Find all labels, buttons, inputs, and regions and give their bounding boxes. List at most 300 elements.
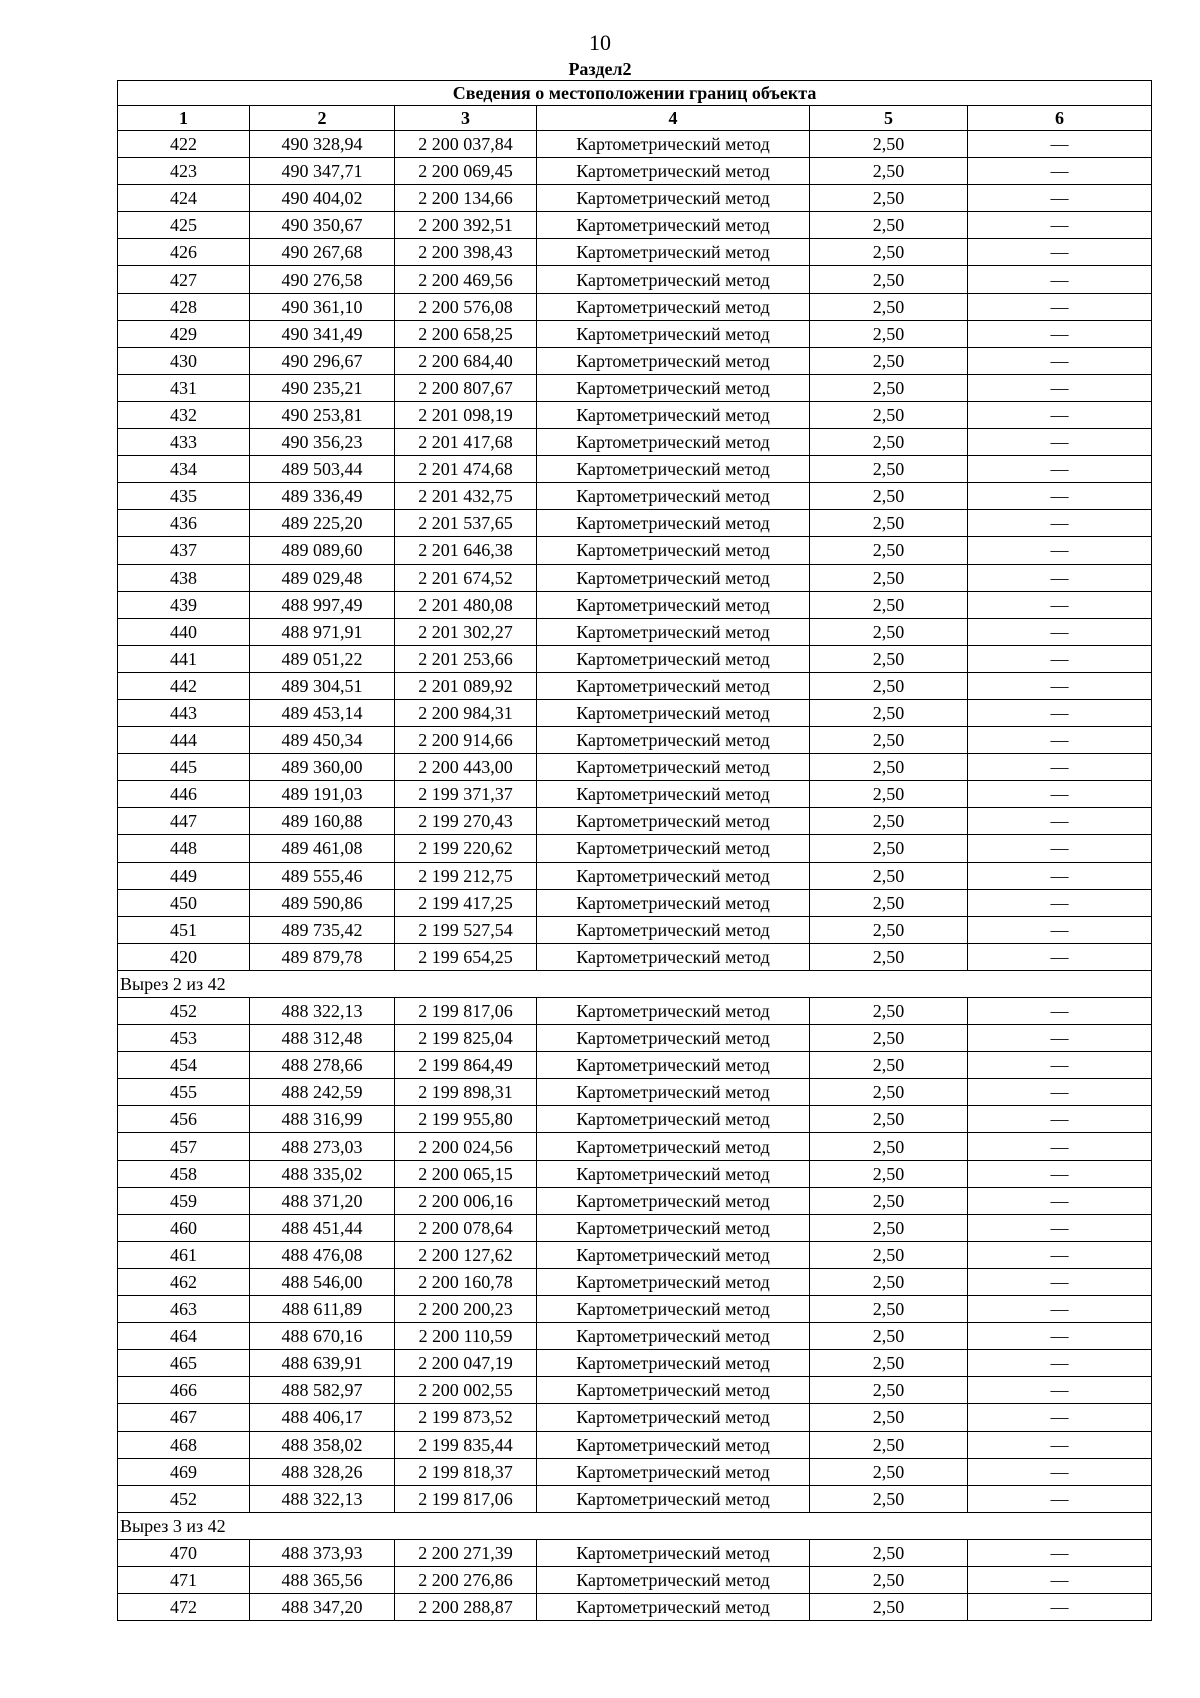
x-coordinate-cell: 488 365,56 (250, 1566, 395, 1593)
x-coordinate-cell: 490 276,58 (250, 266, 395, 293)
y-coordinate-cell: 2 199 864,49 (395, 1052, 537, 1079)
description-cell: — (968, 537, 1152, 564)
point-number-cell: 451 (118, 916, 250, 943)
y-coordinate-cell: 2 199 654,25 (395, 943, 537, 970)
point-number-cell: 426 (118, 239, 250, 266)
point-number-cell: 463 (118, 1296, 250, 1323)
description-cell: — (968, 1160, 1152, 1187)
x-coordinate-cell: 490 356,23 (250, 429, 395, 456)
method-cell: Картометрический метод (537, 699, 810, 726)
description-cell: — (968, 808, 1152, 835)
method-cell: Картометрический метод (537, 591, 810, 618)
point-number-cell: 467 (118, 1404, 250, 1431)
accuracy-cell: 2,50 (810, 1296, 968, 1323)
y-coordinate-cell: 2 201 537,65 (395, 510, 537, 537)
accuracy-cell: 2,50 (810, 1323, 968, 1350)
point-number-cell: 427 (118, 266, 250, 293)
description-cell: — (968, 1106, 1152, 1133)
description-cell: — (968, 1296, 1152, 1323)
table-row (118, 158, 1152, 185)
description-cell: — (968, 1214, 1152, 1241)
point-number-cell: 464 (118, 1323, 250, 1350)
column-header-5: 5 (810, 106, 968, 131)
x-coordinate-cell: 488 971,91 (250, 618, 395, 645)
x-coordinate-cell: 488 406,17 (250, 1404, 395, 1431)
accuracy-cell: 2,50 (810, 266, 968, 293)
method-cell: Картометрический метод (537, 1268, 810, 1295)
x-coordinate-cell: 488 582,97 (250, 1377, 395, 1404)
y-coordinate-cell: 2 201 480,08 (395, 591, 537, 618)
accuracy-cell: 2,50 (810, 1079, 968, 1106)
y-coordinate-cell: 2 200 807,67 (395, 374, 537, 401)
table-row (118, 889, 1152, 916)
method-cell: Картометрический метод (537, 727, 810, 754)
description-cell: — (968, 1377, 1152, 1404)
accuracy-cell: 2,50 (810, 374, 968, 401)
x-coordinate-cell: 488 611,89 (250, 1296, 395, 1323)
description-cell: — (968, 1187, 1152, 1214)
accuracy-cell: 2,50 (810, 998, 968, 1025)
method-cell: Картометрический метод (537, 1485, 810, 1512)
table-row (118, 1214, 1152, 1241)
point-number-cell: 423 (118, 158, 250, 185)
description-cell: — (968, 1133, 1152, 1160)
description-cell: — (968, 1458, 1152, 1485)
y-coordinate-cell: 2 200 160,78 (395, 1268, 537, 1295)
method-cell: Картометрический метод (537, 1566, 810, 1593)
x-coordinate-cell: 488 335,02 (250, 1160, 395, 1187)
method-cell: Картометрический метод (537, 862, 810, 889)
point-number-cell: 470 (118, 1539, 250, 1566)
accuracy-cell: 2,50 (810, 835, 968, 862)
point-number-cell: 454 (118, 1052, 250, 1079)
method-cell: Картометрический метод (537, 1133, 810, 1160)
point-number-cell: 449 (118, 862, 250, 889)
point-number-cell: 468 (118, 1431, 250, 1458)
description-cell: — (968, 591, 1152, 618)
method-cell: Картометрический метод (537, 347, 810, 374)
y-coordinate-cell: 2 200 288,87 (395, 1594, 537, 1621)
method-cell: Картометрический метод (537, 158, 810, 185)
method-cell: Картометрический метод (537, 1594, 810, 1621)
description-cell: — (968, 212, 1152, 239)
table-row (118, 239, 1152, 266)
x-coordinate-cell: 488 358,02 (250, 1431, 395, 1458)
method-cell: Картометрический метод (537, 1323, 810, 1350)
y-coordinate-cell: 2 200 271,39 (395, 1539, 537, 1566)
x-coordinate-cell: 489 735,42 (250, 916, 395, 943)
y-coordinate-cell: 2 200 006,16 (395, 1187, 537, 1214)
x-coordinate-cell: 488 670,16 (250, 1323, 395, 1350)
accuracy-cell: 2,50 (810, 564, 968, 591)
y-coordinate-cell: 2 201 417,68 (395, 429, 537, 456)
y-coordinate-cell: 2 200 047,19 (395, 1350, 537, 1377)
method-cell: Картометрический метод (537, 1431, 810, 1458)
table-row (118, 699, 1152, 726)
y-coordinate-cell: 2 200 078,64 (395, 1214, 537, 1241)
description-cell: — (968, 835, 1152, 862)
description-cell: — (968, 1566, 1152, 1593)
table-row (118, 645, 1152, 672)
point-number-cell: 429 (118, 320, 250, 347)
table-row (118, 1485, 1152, 1512)
section-label: Вырез 2 из 42 (118, 970, 1152, 997)
y-coordinate-cell: 2 200 984,31 (395, 699, 537, 726)
x-coordinate-cell: 490 361,10 (250, 293, 395, 320)
accuracy-cell: 2,50 (810, 727, 968, 754)
table-row (118, 781, 1152, 808)
y-coordinate-cell: 2 200 134,66 (395, 185, 537, 212)
point-number-cell: 438 (118, 564, 250, 591)
method-cell: Картометрический метод (537, 374, 810, 401)
method-cell: Картометрический метод (537, 1160, 810, 1187)
accuracy-cell: 2,50 (810, 1485, 968, 1512)
method-cell: Картометрический метод (537, 645, 810, 672)
y-coordinate-cell: 2 200 914,66 (395, 727, 537, 754)
y-coordinate-cell: 2 201 302,27 (395, 618, 537, 645)
x-coordinate-cell: 489 304,51 (250, 672, 395, 699)
point-number-cell: 448 (118, 835, 250, 862)
description-cell: — (968, 781, 1152, 808)
table-row (118, 564, 1152, 591)
x-coordinate-cell: 490 404,02 (250, 185, 395, 212)
accuracy-cell: 2,50 (810, 699, 968, 726)
accuracy-cell: 2,50 (810, 347, 968, 374)
point-number-cell: 466 (118, 1377, 250, 1404)
method-cell: Картометрический метод (537, 1079, 810, 1106)
method-cell: Картометрический метод (537, 293, 810, 320)
accuracy-cell: 2,50 (810, 1404, 968, 1431)
column-header-1: 1 (118, 106, 250, 131)
x-coordinate-cell: 489 360,00 (250, 754, 395, 781)
method-cell: Картометрический метод (537, 1377, 810, 1404)
column-header-6: 6 (968, 106, 1152, 131)
point-number-cell: 452 (118, 1485, 250, 1512)
description-cell: — (968, 239, 1152, 266)
description-cell: — (968, 1431, 1152, 1458)
description-cell: — (968, 1350, 1152, 1377)
method-cell: Картометрический метод (537, 320, 810, 347)
y-coordinate-cell: 2 199 270,43 (395, 808, 537, 835)
x-coordinate-cell: 488 347,20 (250, 1594, 395, 1621)
x-coordinate-cell: 490 347,71 (250, 158, 395, 185)
y-coordinate-cell: 2 200 024,56 (395, 1133, 537, 1160)
x-coordinate-cell: 488 373,93 (250, 1539, 395, 1566)
x-coordinate-cell: 488 322,13 (250, 1485, 395, 1512)
accuracy-cell: 2,50 (810, 1241, 968, 1268)
table-row (118, 212, 1152, 239)
description-cell: — (968, 1485, 1152, 1512)
method-cell: Картометрический метод (537, 483, 810, 510)
method-cell: Картометрический метод (537, 1458, 810, 1485)
method-cell: Картометрический метод (537, 456, 810, 483)
x-coordinate-cell: 490 350,67 (250, 212, 395, 239)
x-coordinate-cell: 489 225,20 (250, 510, 395, 537)
accuracy-cell: 2,50 (810, 754, 968, 781)
accuracy-cell: 2,50 (810, 1214, 968, 1241)
point-number-cell: 443 (118, 699, 250, 726)
y-coordinate-cell: 2 201 253,66 (395, 645, 537, 672)
description-cell: — (968, 699, 1152, 726)
x-coordinate-cell: 488 997,49 (250, 591, 395, 618)
table-row (118, 347, 1152, 374)
x-coordinate-cell: 490 267,68 (250, 239, 395, 266)
point-number-cell: 441 (118, 645, 250, 672)
x-coordinate-cell: 488 242,59 (250, 1079, 395, 1106)
table-row (118, 916, 1152, 943)
x-coordinate-cell: 489 336,49 (250, 483, 395, 510)
table-header (118, 81, 1152, 131)
method-cell: Картометрический метод (537, 1241, 810, 1268)
x-coordinate-cell: 488 639,91 (250, 1350, 395, 1377)
method-cell: Картометрический метод (537, 781, 810, 808)
table-row (118, 1323, 1152, 1350)
accuracy-cell: 2,50 (810, 1431, 968, 1458)
y-coordinate-cell: 2 201 474,68 (395, 456, 537, 483)
table-row (118, 293, 1152, 320)
table-row (118, 1268, 1152, 1295)
method-cell: Картометрический метод (537, 1025, 810, 1052)
accuracy-cell: 2,50 (810, 1133, 968, 1160)
x-coordinate-cell: 490 341,49 (250, 320, 395, 347)
table-row (118, 862, 1152, 889)
y-coordinate-cell: 2 200 002,55 (395, 1377, 537, 1404)
method-cell: Картометрический метод (537, 943, 810, 970)
point-number-cell: 465 (118, 1350, 250, 1377)
table-row (118, 266, 1152, 293)
y-coordinate-cell: 2 200 443,00 (395, 754, 537, 781)
y-coordinate-cell: 2 200 037,84 (395, 131, 537, 158)
x-coordinate-cell: 489 450,34 (250, 727, 395, 754)
table-row (118, 1079, 1152, 1106)
accuracy-cell: 2,50 (810, 1187, 968, 1214)
x-coordinate-cell: 490 235,21 (250, 374, 395, 401)
description-cell: — (968, 1268, 1152, 1295)
accuracy-cell: 2,50 (810, 293, 968, 320)
point-number-cell: 428 (118, 293, 250, 320)
table-row (118, 754, 1152, 781)
table-title: Сведения о местоположении границ объекта (118, 81, 1152, 106)
point-number-cell: 458 (118, 1160, 250, 1187)
column-header-4: 4 (537, 106, 810, 131)
table-row (118, 1566, 1152, 1593)
method-cell: Картометрический метод (537, 510, 810, 537)
x-coordinate-cell: 489 029,48 (250, 564, 395, 591)
point-number-cell: 425 (118, 212, 250, 239)
y-coordinate-cell: 2 200 110,59 (395, 1323, 537, 1350)
description-cell: — (968, 672, 1152, 699)
table-row (118, 1160, 1152, 1187)
y-coordinate-cell: 2 200 127,62 (395, 1241, 537, 1268)
point-number-cell: 471 (118, 1566, 250, 1593)
point-number-cell: 450 (118, 889, 250, 916)
table-row (118, 591, 1152, 618)
method-cell: Картометрический метод (537, 618, 810, 645)
y-coordinate-cell: 2 199 835,44 (395, 1431, 537, 1458)
table-row (118, 456, 1152, 483)
x-coordinate-cell: 489 555,46 (250, 862, 395, 889)
table-row (118, 320, 1152, 347)
accuracy-cell: 2,50 (810, 1350, 968, 1377)
point-number-cell: 456 (118, 1106, 250, 1133)
point-number-cell: 472 (118, 1594, 250, 1621)
description-cell: — (968, 943, 1152, 970)
accuracy-cell: 2,50 (810, 185, 968, 212)
y-coordinate-cell: 2 199 818,37 (395, 1458, 537, 1485)
table-row (118, 1458, 1152, 1485)
method-cell: Картометрический метод (537, 239, 810, 266)
description-cell: — (968, 727, 1152, 754)
y-coordinate-cell: 2 201 098,19 (395, 401, 537, 428)
x-coordinate-cell: 489 503,44 (250, 456, 395, 483)
accuracy-cell: 2,50 (810, 1160, 968, 1187)
method-cell: Картометрический метод (537, 1350, 810, 1377)
point-number-cell: 439 (118, 591, 250, 618)
table-row (118, 943, 1152, 970)
accuracy-cell: 2,50 (810, 591, 968, 618)
y-coordinate-cell: 2 199 955,80 (395, 1106, 537, 1133)
point-number-cell: 447 (118, 808, 250, 835)
point-number-cell: 431 (118, 374, 250, 401)
point-number-cell: 445 (118, 754, 250, 781)
description-cell: — (968, 347, 1152, 374)
table-row (118, 672, 1152, 699)
y-coordinate-cell: 2 200 069,45 (395, 158, 537, 185)
x-coordinate-cell: 488 451,44 (250, 1214, 395, 1241)
y-coordinate-cell: 2 201 646,38 (395, 537, 537, 564)
point-number-cell: 437 (118, 537, 250, 564)
accuracy-cell: 2,50 (810, 916, 968, 943)
x-coordinate-cell: 489 453,14 (250, 699, 395, 726)
section-label-row (118, 1512, 1152, 1539)
column-header-3: 3 (395, 106, 537, 131)
table-row (118, 483, 1152, 510)
description-cell: — (968, 1539, 1152, 1566)
description-cell: — (968, 293, 1152, 320)
method-cell: Картометрический метод (537, 537, 810, 564)
description-cell: — (968, 1404, 1152, 1431)
accuracy-cell: 2,50 (810, 1594, 968, 1621)
point-number-cell: 452 (118, 998, 250, 1025)
y-coordinate-cell: 2 200 276,86 (395, 1566, 537, 1593)
x-coordinate-cell: 488 371,20 (250, 1187, 395, 1214)
accuracy-cell: 2,50 (810, 429, 968, 456)
description-cell: — (968, 185, 1152, 212)
table-row (118, 998, 1152, 1025)
accuracy-cell: 2,50 (810, 239, 968, 266)
y-coordinate-cell: 2 200 658,25 (395, 320, 537, 347)
accuracy-cell: 2,50 (810, 1458, 968, 1485)
boundary-coordinates-table (117, 80, 1152, 1621)
method-cell: Картометрический метод (537, 131, 810, 158)
table-row (118, 510, 1152, 537)
accuracy-cell: 2,50 (810, 510, 968, 537)
x-coordinate-cell: 488 328,26 (250, 1458, 395, 1485)
accuracy-cell: 2,50 (810, 1025, 968, 1052)
accuracy-cell: 2,50 (810, 401, 968, 428)
accuracy-cell: 2,50 (810, 781, 968, 808)
point-number-cell: 440 (118, 618, 250, 645)
point-number-cell: 420 (118, 943, 250, 970)
accuracy-cell: 2,50 (810, 1052, 968, 1079)
table-row (118, 1241, 1152, 1268)
table-row (118, 1594, 1152, 1621)
point-number-cell: 462 (118, 1268, 250, 1295)
point-number-cell: 434 (118, 456, 250, 483)
table-row (118, 727, 1152, 754)
y-coordinate-cell: 2 200 469,56 (395, 266, 537, 293)
page-number: 10 (589, 30, 611, 55)
y-coordinate-cell: 2 200 065,15 (395, 1160, 537, 1187)
method-cell: Картометрический метод (537, 212, 810, 239)
point-number-cell: 469 (118, 1458, 250, 1485)
section-title: Раздел2 (568, 59, 632, 79)
description-cell: — (968, 1594, 1152, 1621)
method-cell: Картометрический метод (537, 1214, 810, 1241)
table-row (118, 1404, 1152, 1431)
accuracy-cell: 2,50 (810, 1268, 968, 1295)
method-cell: Картометрический метод (537, 835, 810, 862)
method-cell: Картометрический метод (537, 429, 810, 456)
table-row (118, 1052, 1152, 1079)
y-coordinate-cell: 2 199 417,25 (395, 889, 537, 916)
method-cell: Картометрический метод (537, 1052, 810, 1079)
description-cell: — (968, 1079, 1152, 1106)
section-label: Вырез 3 из 42 (118, 1512, 1152, 1539)
description-cell: — (968, 618, 1152, 645)
method-cell: Картометрический метод (537, 1106, 810, 1133)
method-cell: Картометрический метод (537, 1296, 810, 1323)
point-number-cell: 446 (118, 781, 250, 808)
accuracy-cell: 2,50 (810, 862, 968, 889)
point-number-cell: 459 (118, 1187, 250, 1214)
accuracy-cell: 2,50 (810, 672, 968, 699)
x-coordinate-cell: 488 312,48 (250, 1025, 395, 1052)
accuracy-cell: 2,50 (810, 943, 968, 970)
y-coordinate-cell: 2 199 817,06 (395, 1485, 537, 1512)
table-row (118, 808, 1152, 835)
y-coordinate-cell: 2 200 392,51 (395, 212, 537, 239)
x-coordinate-cell: 490 296,67 (250, 347, 395, 374)
y-coordinate-cell: 2 199 212,75 (395, 862, 537, 889)
x-coordinate-cell: 489 461,08 (250, 835, 395, 862)
description-cell: — (968, 456, 1152, 483)
table-row (118, 1431, 1152, 1458)
accuracy-cell: 2,50 (810, 645, 968, 672)
description-cell: — (968, 1025, 1152, 1052)
y-coordinate-cell: 2 201 089,92 (395, 672, 537, 699)
x-coordinate-cell: 488 546,00 (250, 1268, 395, 1295)
description-cell: — (968, 374, 1152, 401)
y-coordinate-cell: 2 200 576,08 (395, 293, 537, 320)
accuracy-cell: 2,50 (810, 618, 968, 645)
method-cell: Картометрический метод (537, 916, 810, 943)
description-cell: — (968, 483, 1152, 510)
x-coordinate-cell: 489 191,03 (250, 781, 395, 808)
column-header-2: 2 (250, 106, 395, 131)
table-row (118, 1377, 1152, 1404)
table-row (118, 835, 1152, 862)
description-cell: — (968, 998, 1152, 1025)
accuracy-cell: 2,50 (810, 131, 968, 158)
table-row (118, 131, 1152, 158)
table-body (118, 131, 1152, 1621)
section-label-row (118, 970, 1152, 997)
method-cell: Картометрический метод (537, 998, 810, 1025)
description-cell: — (968, 1241, 1152, 1268)
x-coordinate-cell: 489 160,88 (250, 808, 395, 835)
description-cell: — (968, 429, 1152, 456)
